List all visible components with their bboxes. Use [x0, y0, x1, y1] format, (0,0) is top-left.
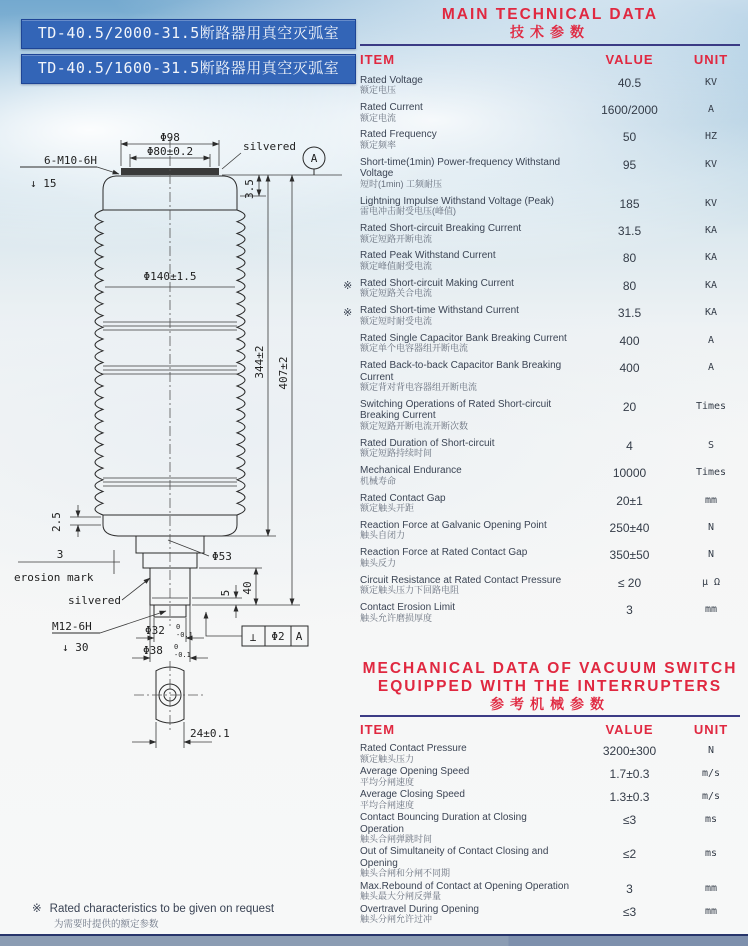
item-name-en: Rated Short-circuit Making Current: [360, 277, 514, 289]
item-unit: KV: [704, 76, 718, 88]
item-value: 95: [622, 157, 637, 172]
frame-perpendicular-symbol: ⊥: [249, 631, 257, 644]
item-unit: N: [707, 521, 715, 533]
item-name-zh: 额定峰值耐受电流: [360, 260, 433, 271]
dim-phi140: Φ140±1.5: [143, 270, 197, 283]
item-name-zh: 触头最大分闸反弹量: [360, 891, 442, 902]
item-name-zh: 额定频率: [360, 139, 397, 150]
table-row: [360, 812, 740, 845]
item-unit: mm: [704, 882, 718, 894]
mech-table-title-line2: EQUIPPED WITH THE INTERRUPTERS: [377, 677, 723, 695]
item-name-en: Rated Current: [360, 102, 423, 113]
top-dimensions: [20, 131, 342, 199]
item-unit: ms: [704, 848, 718, 860]
item-value: 50: [622, 130, 637, 145]
item-unit: μ Ω: [701, 576, 721, 588]
bolt-bottom-depth-label: ↓ 30: [62, 641, 89, 654]
dim-344: 344±2: [253, 345, 266, 379]
item-name-zh: 触头反力: [360, 557, 397, 568]
table-row: [360, 465, 740, 486]
dim-phi38: Φ38: [143, 644, 163, 657]
bottom-right-dimensions: [132, 540, 308, 662]
item-unit: A: [707, 334, 715, 346]
dim-407: 407±2: [277, 356, 290, 390]
footnote-text-en: Rated characteristics to be given on request: [49, 903, 275, 915]
item-value: 31.5: [617, 224, 642, 239]
item-name-zh: 触头自闭力: [360, 530, 406, 541]
item-name-en: Rated Contact Pressure: [360, 743, 467, 755]
item-name-zh: 额定背对背电容器组开断电流: [360, 382, 478, 393]
item-name-zh: 额定短路开断电流: [360, 233, 433, 244]
column-value: VALUE: [605, 722, 654, 738]
item-name-zh: 平均分闸速度: [360, 776, 415, 787]
item-value: 3200±300: [602, 744, 657, 759]
mech-table-title-zh: 参考机械参数: [490, 695, 610, 712]
item-name-en: Reaction Force at Galvanic Opening Point: [360, 519, 547, 531]
item-name-en: Max.Rebound of Contact at Opening Operation: [360, 880, 570, 892]
dim-phi32-tol-lower: -0.1: [176, 631, 193, 639]
bottom-callouts: [14, 505, 166, 654]
datum-a-label: A: [310, 152, 318, 165]
item-value: 1600/2000: [601, 103, 658, 117]
item-name-en: Lightning Impulse Withstand Voltage (Peak): [360, 195, 554, 207]
table-row: [360, 196, 740, 217]
table-row: [360, 602, 740, 623]
main-table-header: [360, 52, 740, 67]
item-unit: KA: [704, 252, 718, 264]
table-row: [360, 157, 740, 190]
divider-rule: [360, 715, 740, 717]
product-title-1600: TD-40.5/1600-31.5断路器用真空灭弧室: [21, 54, 356, 84]
item-name-zh: 额定触头开距: [360, 503, 415, 514]
bolt-top-depth-label: ↓ 15: [30, 177, 57, 190]
item-value: ≤3: [622, 904, 637, 919]
dim-phi32: Φ32: [145, 624, 165, 637]
table-row: [360, 360, 740, 393]
item-name-zh: 雷电冲击耐受电压(峰值): [360, 206, 456, 217]
table-row: [360, 399, 740, 432]
item-name-zh: 额定触头压力下回路电阻: [360, 585, 460, 596]
dim-40: 40: [241, 581, 254, 595]
table-row: [360, 547, 740, 568]
table-row: [360, 789, 740, 810]
item-unit: HZ: [704, 131, 718, 143]
item-value: 400: [619, 333, 640, 348]
mechanical-data-section: [360, 660, 740, 927]
bottom-bar: [0, 934, 748, 946]
item-name-en: Rated Frequency: [360, 129, 437, 141]
bolt-top-label: 6-M10-6H: [44, 154, 97, 167]
table-row: [360, 904, 740, 925]
table-row: [360, 846, 740, 879]
column-unit: UNIT: [693, 51, 729, 67]
item-name-en: Mechanical Endurance: [360, 465, 462, 477]
item-name-en: Rated Short-time Withstand Current: [360, 305, 519, 317]
frame-phi2: Φ2: [271, 630, 285, 643]
item-unit: mm: [704, 905, 718, 917]
dim-3-erosion: 3: [56, 548, 64, 561]
dim-phi38-tol-lower: -0.1: [174, 651, 191, 659]
item-name-zh: 额定短时耐受电流: [360, 315, 433, 326]
bolt-bottom-label: M12-6H: [52, 620, 92, 633]
item-name-en: Out of Simultaneity of Contact Closing and Opening: [360, 846, 549, 869]
dim-phi98: Φ98: [160, 131, 180, 144]
dim-phi32-tol-upper: 0: [176, 623, 181, 631]
item-name-en: Overtravel During Opening: [360, 903, 479, 915]
item-value: 31.5: [617, 306, 642, 321]
item-name-zh: 额定触头压力: [360, 753, 415, 764]
item-name-en: Rated Single Capacitor Bank Breaking Current: [360, 332, 567, 344]
height-dimensions: [192, 175, 300, 605]
reference-mark: ※: [343, 279, 353, 292]
item-unit: KA: [704, 307, 718, 319]
item-value: 20: [622, 399, 637, 414]
item-name-en: Rated Short-circuit Breaking Current: [360, 223, 522, 235]
item-unit: KV: [704, 197, 718, 209]
item-value: 400: [619, 361, 640, 376]
item-value: 3: [626, 603, 633, 618]
perpendicularity-tolerance-frame: [206, 612, 308, 646]
item-value: 4: [626, 438, 633, 453]
item-name-zh: 触头合闸弹跳时间: [360, 834, 433, 845]
table-row: [360, 223, 740, 244]
item-unit: Times: [695, 400, 727, 412]
item-unit: KA: [704, 279, 718, 291]
column-item: ITEM: [360, 722, 396, 738]
item-name-en: Rated Contact Gap: [360, 492, 446, 504]
dim-phi53: Φ53: [212, 550, 232, 563]
main-technical-data-section: [343, 6, 740, 630]
interrupter-technical-drawing: [0, 130, 355, 800]
item-name-zh: 机械寿命: [360, 475, 397, 486]
item-unit: ms: [704, 814, 718, 826]
item-name-zh: 短时(1min) 工频耐压: [360, 178, 443, 189]
divider-rule: [360, 44, 740, 46]
table-row: [360, 333, 740, 354]
product-title-2000: TD-40.5/2000-31.5断路器用真空灭弧室: [21, 19, 356, 49]
table-row: [360, 438, 740, 459]
column-item: ITEM: [360, 51, 396, 67]
footnote: [32, 901, 274, 930]
item-unit: S: [707, 439, 715, 451]
item-value: 40.5: [617, 75, 642, 90]
column-unit: UNIT: [693, 722, 729, 738]
item-value: 80: [622, 278, 637, 293]
item-unit: KA: [704, 225, 718, 237]
item-name-zh: 额定短路开断电流开断次数: [360, 420, 469, 431]
item-name-zh: 触头合闸和分闸不同期: [360, 868, 451, 879]
item-name-en: Reaction Force at Rated Contact Gap: [360, 547, 528, 559]
item-name-en: Switching Operations of Rated Short-circuit Breaking Current: [360, 398, 552, 422]
erosion-mark-label: erosion mark: [14, 571, 94, 584]
silvered-top-label: silvered: [243, 140, 296, 153]
table-row: [343, 305, 740, 326]
item-unit: mm: [704, 494, 718, 506]
mech-table-header: [360, 722, 740, 737]
item-name-en: Contact Bouncing Duration at Closing Operation: [360, 812, 527, 835]
table-row: [360, 575, 740, 596]
item-value: 1.7±0.3: [609, 767, 650, 782]
item-unit: N: [707, 549, 715, 561]
dim-3-5: 3.5: [243, 179, 256, 199]
item-name-en: Rated Duration of Short-circuit: [360, 437, 495, 449]
table-row: [360, 743, 740, 764]
item-name-en: Short-time(1min) Power-frequency Withstand Voltage: [360, 156, 561, 180]
item-name-zh: 平均合闸速度: [360, 799, 415, 810]
item-name-zh: 额定单个电容器组开断电流: [360, 343, 469, 354]
table-row: [360, 102, 740, 123]
item-value: 10000: [612, 466, 647, 481]
item-name-zh: 额定短路持续时间: [360, 448, 433, 459]
table-row: [360, 129, 740, 150]
footnote-text-zh: 为需要时提供的额定参数: [54, 919, 159, 930]
reference-mark: ※: [343, 307, 353, 320]
item-unit: m/s: [701, 768, 721, 780]
item-value: 250±40: [609, 520, 650, 535]
item-value: 350±50: [609, 548, 650, 563]
item-value: 185: [619, 196, 640, 211]
item-name-en: Contact Erosion Limit: [360, 602, 456, 614]
item-unit: A: [707, 362, 715, 374]
item-value: ≤3: [622, 813, 637, 828]
item-name-en: Average Closing Speed: [360, 789, 465, 801]
item-name-en: Rated Back-to-back Capacitor Bank Breaking Current: [360, 360, 562, 383]
mech-table-title-line1: MECHANICAL DATA OF VACUUM SWITCH: [362, 660, 738, 677]
item-value: 80: [622, 251, 637, 266]
dim-24: 24±0.1: [190, 727, 230, 740]
table-row: [360, 881, 740, 902]
item-unit: KV: [704, 158, 718, 170]
item-name-en: Average Opening Speed: [360, 766, 470, 778]
item-name-zh: 额定电压: [360, 85, 397, 96]
table-row: [343, 277, 740, 299]
item-name-en: Circuit Resistance at Rated Contact Pressure: [360, 574, 562, 586]
item-unit: Times: [695, 467, 727, 479]
column-value: VALUE: [605, 51, 654, 67]
item-unit: mm: [704, 604, 718, 616]
table-row: [360, 493, 740, 514]
item-unit: N: [707, 745, 715, 757]
dim-2-5: 2.5: [50, 512, 63, 532]
dim-phi38-tol-upper: 0: [174, 643, 179, 651]
silvered-bottom-label: silvered: [68, 594, 121, 607]
item-name-zh: 触头允许磨损厚度: [360, 612, 433, 623]
table-row: [360, 75, 740, 96]
item-unit: m/s: [701, 791, 721, 803]
table-row: [360, 766, 740, 787]
table-row: [360, 520, 740, 541]
item-value: ≤ 20: [617, 575, 642, 590]
item-name-en: Rated Peak Withstand Current: [360, 250, 496, 262]
dim-5: 5: [219, 589, 232, 597]
frame-datum-a: A: [295, 630, 303, 643]
item-name-zh: 触头分闸允许过冲: [360, 914, 433, 925]
stem-end-view: [132, 661, 230, 748]
main-table-title: MAIN TECHNICAL DATA: [441, 6, 659, 23]
mech-table-rows: [360, 743, 740, 925]
main-table-rows: [343, 74, 740, 624]
footnote-reference-mark: ※: [32, 903, 42, 915]
item-value: 3: [626, 881, 633, 896]
item-value: 20±1: [616, 493, 643, 508]
item-name-en: Rated Voltage: [360, 74, 423, 86]
main-table-title-zh: 技术参数: [510, 23, 590, 40]
table-row: [360, 250, 740, 271]
item-name-zh: 额定短路关合电流: [360, 288, 433, 299]
item-value: ≤2: [622, 847, 637, 862]
item-value: 1.3±0.3: [609, 790, 650, 805]
item-unit: A: [707, 104, 715, 115]
dim-phi80: Φ80±0.2: [146, 145, 194, 158]
item-name-zh: 额定电流: [360, 112, 397, 123]
